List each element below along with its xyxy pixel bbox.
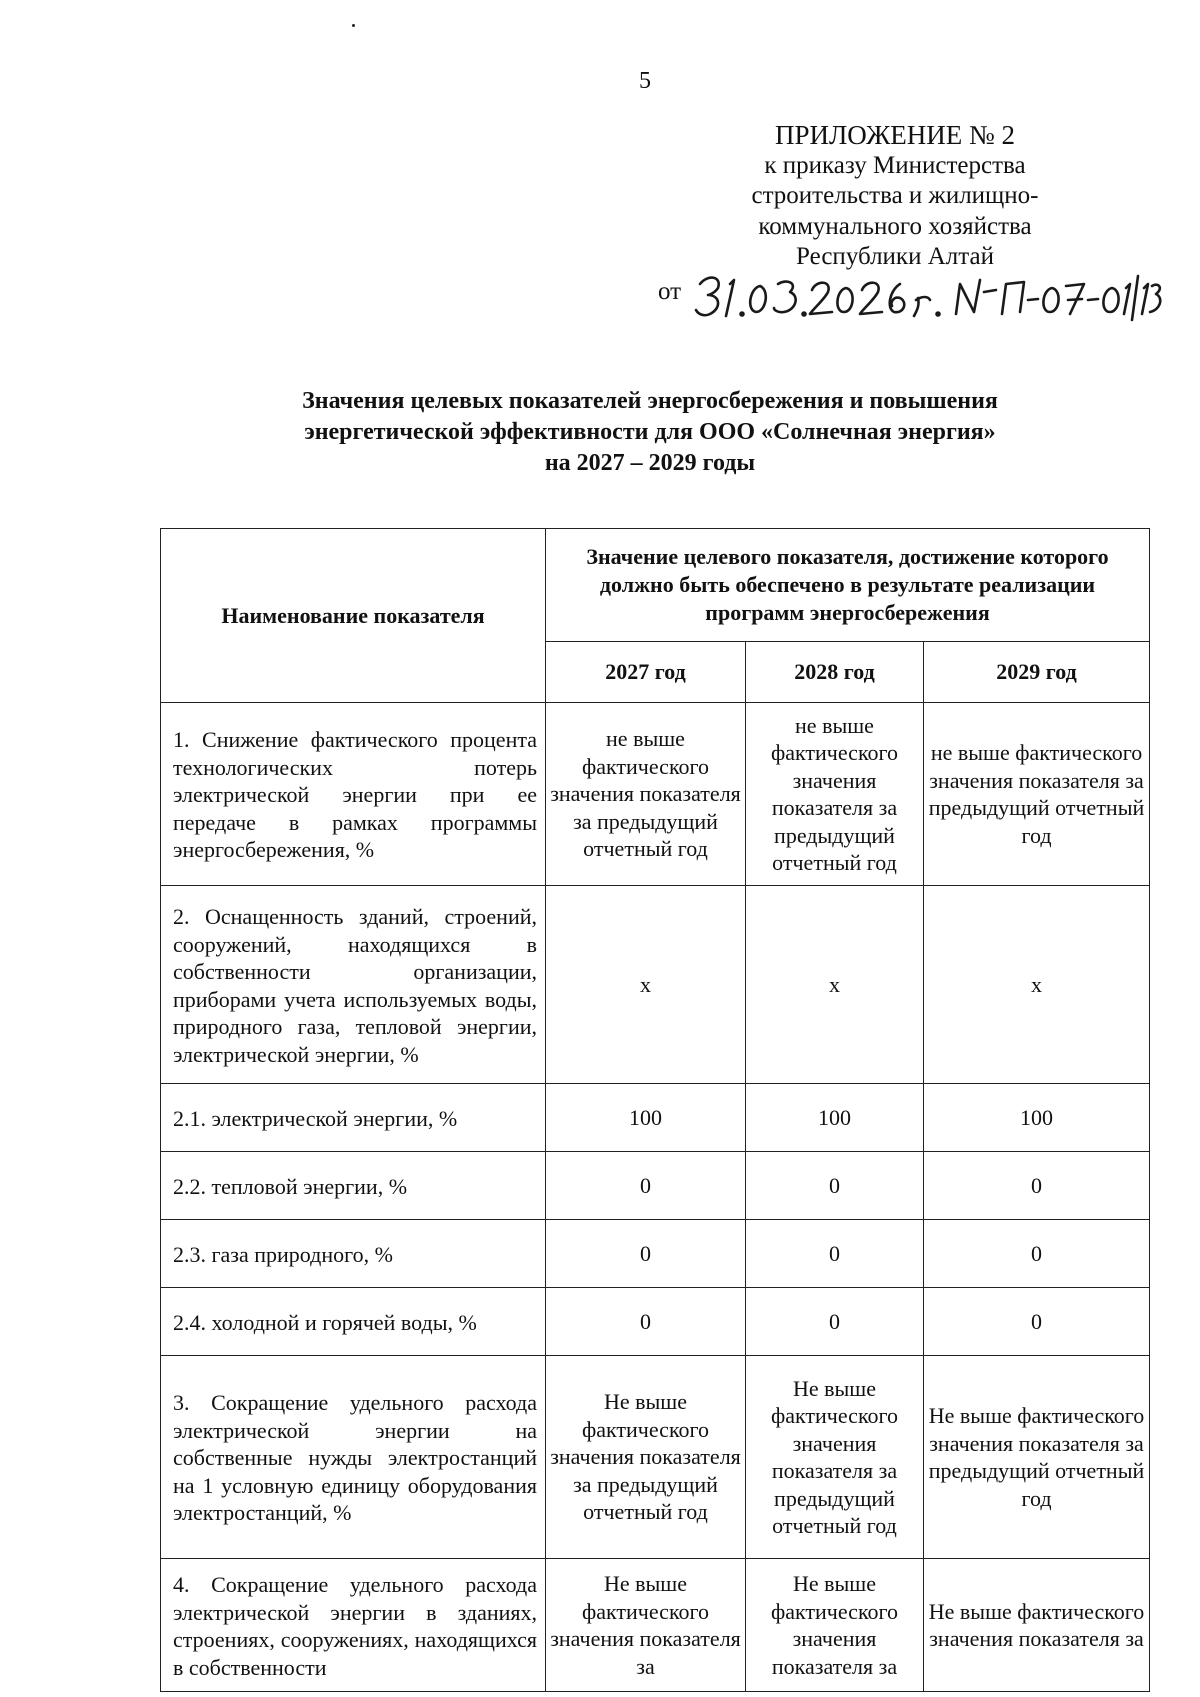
appendix-line: строительства и жилищно- [751,182,1039,209]
indicator-value: х [924,886,1150,1084]
indicator-value: 100 [924,1084,1150,1152]
indicator-value: 100 [546,1084,746,1152]
indicator-name: 4. Сокращение удельного расхода электрической энергии в зданиях, строениях, сооружениях, находящихся в собственности [161,1559,546,1692]
indicator-value: 0 [924,1152,1150,1220]
indicator-value: 0 [546,1152,746,1220]
table-row [161,1559,1150,1692]
indicator-name: 2. Оснащенность зданий, строений, сооружений, находящихся в собственности организации, приборами учета используемых воды, природного газа, тепловой энергии, электрической энергии, % [161,886,546,1084]
header-year: 2027 год [546,642,746,703]
date-prefix: от [658,278,682,305]
indicator-name: 3. Сокращение удельного расхода электрической энергии на собственные нужды электростанций на 1 условную единицу оборудования электростанций, % [161,1356,546,1559]
indicator-name: 1. Снижение фактического процента технологических потерь электрической энергии при ее передаче в рамках программы энергосбережения, % [161,703,546,886]
scan-speck [352,24,355,27]
indicator-value: 0 [746,1152,924,1220]
table-row [161,1084,1150,1152]
appendix-heading: ПРИЛОЖЕНИЕ № 2 [774,120,1016,150]
table-row [161,703,1150,886]
header-year: 2029 год [924,642,1150,703]
header-year: 2028 год [746,642,924,703]
indicator-value: 100 [746,1084,924,1152]
handwritten-date-number [694,268,1164,324]
indicator-value: Не выше фактического значения показателя за [746,1559,924,1692]
indicator-value: Не выше фактического значения показателя за предыдущий отчетный год [546,1356,746,1559]
title-line: энергетической эффективности для ООО «Солнечная энергия» [304,419,996,445]
indicator-value: 0 [746,1288,924,1356]
order-date-line [658,268,1178,324]
appendix-line: коммунального хозяйства [758,212,1032,240]
indicators-table [160,528,1150,1692]
indicator-name: 2.2. тепловой энергии, % [161,1152,546,1220]
indicator-value: не выше фактического значения показателя за предыдущий отчетный год [546,703,746,886]
table-header-row [161,529,1150,642]
indicator-name: 2.4. холодной и горячей воды, % [161,1288,546,1356]
indicator-value: 0 [924,1220,1150,1288]
header-target-value: Значение целевого показателя, достижение которого должно быть обеспечено в результате реализации программ энергосбережения [546,529,1150,642]
appendix-line: к приказу Министерства [764,151,1026,179]
header-indicator-name: Наименование показателя [161,529,546,703]
indicator-value: 0 [924,1288,1150,1356]
indicator-name: 2.3. газа природного, % [161,1220,546,1288]
title-line: на 2027 – 2029 годы [544,450,756,476]
page-number: 5 [639,68,651,94]
table-row [161,886,1150,1084]
indicator-value: не выше фактического значения показателя за предыдущий отчетный год [746,703,924,886]
table-row [161,1288,1150,1356]
indicator-value: Не выше фактического значения показателя за [924,1559,1150,1692]
indicator-value: х [546,886,746,1084]
indicator-value: Не выше фактического значения показателя за предыдущий отчетный год [924,1356,1150,1559]
indicator-value: 0 [546,1288,746,1356]
indicator-name: 2.1. электрической энергии, % [161,1084,546,1152]
indicator-value: 0 [746,1220,924,1288]
indicator-value: х [746,886,924,1084]
indicator-value: 0 [546,1220,746,1288]
appendix-block [740,120,1050,273]
table-row [161,1152,1150,1220]
indicator-value: Не выше фактического значения показателя за предыдущий отчетный год [746,1356,924,1559]
indicator-value: Не выше фактического значения показателя за [546,1559,746,1692]
table-row [161,1220,1150,1288]
table-row [161,1356,1150,1559]
document-title [150,386,1150,479]
appendix-line: Республики Алтай [796,243,994,270]
title-line: Значения целевых показателей энергосбережения и повышения [302,388,998,414]
indicator-value: не выше фактического значения показателя за предыдущий отчетный год [924,703,1150,886]
